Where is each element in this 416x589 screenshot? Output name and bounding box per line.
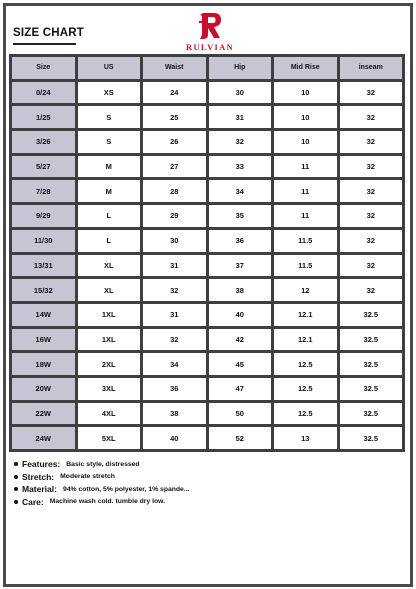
table-cell: L [78,230,141,252]
table-cell: 11 [274,205,337,227]
title-underline [13,43,76,45]
table-cell: 45 [209,353,272,375]
product-notes [14,458,190,508]
note-item [14,471,190,484]
table-cell: 32.5 [340,378,403,400]
table-cell: 47 [209,378,272,400]
size-chart-table [9,54,405,452]
table-cell: 11 [274,180,337,202]
table-cell: 4XL [78,403,141,425]
note-value: Moderate stretch [60,473,115,481]
table-cell: 10 [274,82,337,104]
row-size-label: 1/25 [12,106,75,128]
table-cell: 12.1 [274,329,337,351]
table-cell: 32 [340,131,403,153]
table-cell: S [78,131,141,153]
table-cell: 28 [143,180,206,202]
table-cell: 31 [143,255,206,277]
table-cell: 34 [143,353,206,375]
table-cell: XL [78,279,141,301]
note-label: Material: [22,484,57,495]
table-cell: 38 [143,403,206,425]
table-cell: 25 [143,106,206,128]
table-cell: 12 [274,279,337,301]
note-label: Features: [22,459,61,470]
column-header: Mid Rise [274,57,337,79]
table-cell: 11 [274,156,337,178]
bullet-icon [14,500,18,504]
note-value: 94% cotton, 5% polyester, 1% spande... [62,485,190,493]
table-cell: 1XL [78,329,141,351]
row-size-label: 5/27 [12,156,75,178]
table-cell: 32 [340,106,403,128]
table-cell: 1XL [78,304,141,326]
table-cell: M [78,156,141,178]
bullet-icon [14,487,18,491]
note-label: Stretch: [22,471,55,482]
table-cell: 30 [143,230,206,252]
note-item [14,483,190,496]
table-cell: 11.5 [274,230,337,252]
table-cell: 32.5 [340,427,403,449]
table-cell: 5XL [78,427,141,449]
row-size-label: 14W [12,304,75,326]
note-item [14,458,190,471]
table-cell: 33 [209,156,272,178]
table-cell: 40 [209,304,272,326]
table-cell: S [78,106,141,128]
row-size-label: 16W [12,329,75,351]
rulvian-r-logo-icon [197,11,223,41]
table-cell: 32 [340,205,403,227]
table-cell: 40 [143,427,206,449]
page-title: SIZE CHART [13,27,84,39]
bullet-icon [14,462,18,466]
row-size-label: 15/32 [12,279,75,301]
table-cell: 11.5 [274,255,337,277]
table-cell: 32.5 [340,304,403,326]
table-cell: 35 [209,205,272,227]
table-cell: 31 [143,304,206,326]
table-cell: 38 [209,279,272,301]
column-header: Size [12,57,75,79]
row-size-label: 11/30 [12,230,75,252]
table-cell: 32 [340,279,403,301]
table-cell: 3XL [78,378,141,400]
brand-logo [185,11,235,55]
table-cell: 32.5 [340,403,403,425]
table-cell: 30 [209,82,272,104]
table-cell: 42 [209,329,272,351]
table-cell: 10 [274,131,337,153]
table-cell: 12.5 [274,403,337,425]
table-cell: 32 [340,255,403,277]
table-cell: 32.5 [340,329,403,351]
table-cell: 12.5 [274,353,337,375]
column-header: Hip [209,57,272,79]
table-cell: 32 [209,131,272,153]
row-size-label: 3/26 [12,131,75,153]
table-cell: 24 [143,82,206,104]
table-cell: XL [78,255,141,277]
table-cell: XS [78,82,141,104]
table-cell: 2XL [78,353,141,375]
bullet-icon [14,475,18,479]
column-header: US [78,57,141,79]
table-cell: 37 [209,255,272,277]
table-cell: 13 [274,427,337,449]
table-cell: 10 [274,106,337,128]
table-cell: 32 [143,329,206,351]
table-cell: 31 [209,106,272,128]
table-cell: 26 [143,131,206,153]
row-size-label: 24W [12,427,75,449]
table-cell: 32 [143,279,206,301]
table-cell: L [78,205,141,227]
table-cell: 34 [209,180,272,202]
column-header: inseam [340,57,403,79]
table-cell: 32 [340,230,403,252]
row-size-label: 7/28 [12,180,75,202]
row-size-label: 13/31 [12,255,75,277]
row-size-label: 22W [12,403,75,425]
table-cell: 29 [143,205,206,227]
row-size-label: 20W [12,378,75,400]
table-cell: 12.1 [274,304,337,326]
row-size-label: 18W [12,353,75,375]
brand-name: RULVIAN [186,42,234,52]
table-cell: 12.5 [274,378,337,400]
table-cell: 32 [340,180,403,202]
note-label: Care: [22,496,44,507]
table-cell: 32 [340,156,403,178]
table-cell: 27 [143,156,206,178]
note-item [14,496,190,509]
table-cell: 52 [209,427,272,449]
row-size-label: 0/24 [12,82,75,104]
row-size-label: 9/29 [12,205,75,227]
table-cell: 32 [340,82,403,104]
table-cell: 36 [209,230,272,252]
table-cell: 32.5 [340,353,403,375]
column-header: Waist [143,57,206,79]
table-cell: 50 [209,403,272,425]
note-value: Basic style, distressed [66,460,140,468]
note-value: Machine wash cold. tumble dry low. [49,498,166,506]
table-cell: 36 [143,378,206,400]
table-cell: M [78,180,141,202]
